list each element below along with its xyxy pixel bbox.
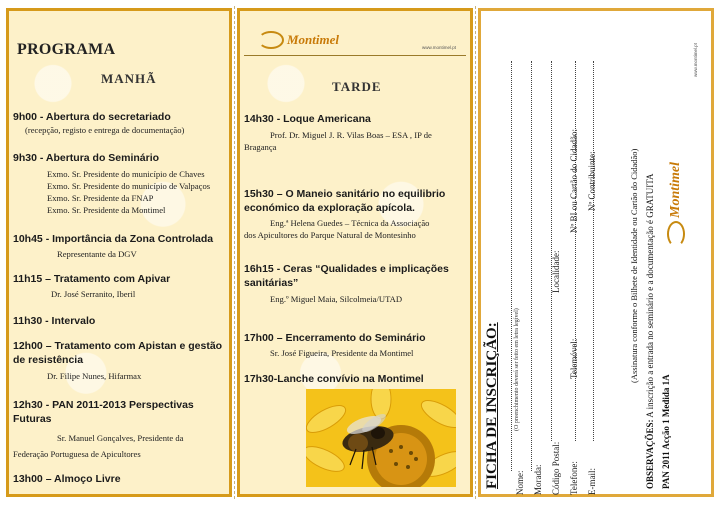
item-head: 15h30 – O Maneio sanitário no equilibrio	[244, 188, 446, 200]
website: www.montimel.pt	[422, 45, 457, 50]
morning-heading: MANHÃ	[101, 71, 157, 86]
swirl-icon	[258, 31, 284, 49]
item-sub: Exmo. Sr. Presidente do município de Chaves	[47, 169, 205, 179]
item-head: 11h15 – Tratamento com Apivar	[13, 273, 171, 285]
item-sub: Dr. Filipe Nunes, Hifarmax	[47, 371, 142, 381]
item-head: sanitárias”	[244, 277, 299, 289]
item-sub: Exmo. Sr. Presidente do município de Valpaços	[47, 181, 211, 191]
line-telefone	[575, 61, 576, 441]
item-sub: Dr. José Serranito, Iberil	[51, 289, 136, 299]
item-head: 10h45 - Importância da Zona Controlada	[13, 233, 214, 245]
field-nome[interactable]: Nome:	[515, 470, 525, 495]
item-head: 17h00 – Encerramento do Seminário	[244, 332, 426, 344]
montimel-logo-rotated: Montimel	[667, 162, 690, 247]
item-sub: Sr. José Figueira, Presidente da Montimel	[270, 348, 414, 358]
middle-panel	[237, 8, 473, 497]
item-sub: (recepção, registo e entrega de documentação)	[25, 125, 185, 135]
item-head: 16h15 - Ceras “Qualidades e implicações	[244, 263, 449, 275]
field-telemovel[interactable]: Telemóvel:	[569, 338, 579, 379]
observacoes-label: OBSERVAÇÕES:	[645, 419, 655, 489]
field-bi[interactable]: Nº BI ou Cartão do Cidadão:	[569, 128, 579, 233]
item-head: 17h30-Lanche convívio na Montimel	[244, 373, 424, 385]
item-head: Futuras	[13, 413, 52, 425]
field-email[interactable]: E-mail:	[587, 468, 597, 495]
item-sub: Exmo. Sr. Presidente da FNAP	[47, 193, 154, 203]
field-localidade[interactable]: Localidade:	[551, 250, 561, 293]
line-email	[593, 61, 594, 441]
item-head: 9h30 - Abertura do Seminário	[13, 152, 160, 164]
signature-note: (Assinatura conforme o Bilhete de Identidade ou Cartão do Cidadão)	[629, 148, 639, 383]
item-sub: Exmo. Sr. Presidente da Montimel	[47, 205, 166, 215]
field-contribuinte[interactable]: Nº Contribuinte:	[587, 151, 597, 211]
website: www.montimel.pt	[693, 42, 698, 77]
afternoon-heading: TARDE	[332, 79, 382, 94]
field-telefone[interactable]: Telefone:	[569, 461, 579, 495]
form-note: (O preenchimento deverá ser feito em letra legível)	[514, 308, 520, 431]
bee-sunflower-image	[306, 389, 456, 487]
form-title: FICHA DE INSCRIÇÃO:	[484, 322, 500, 489]
item-sub: Representante da DGV	[57, 249, 137, 259]
item-sub: Eng.ª Helena Guedes – Técnica da Associação	[270, 218, 430, 228]
fold-line	[234, 6, 235, 499]
item-sub: Federação Portuguesa de Apicultores	[13, 449, 141, 459]
observacoes	[645, 174, 655, 490]
divider	[244, 55, 466, 56]
form-title-col	[483, 19, 501, 489]
item-sub: dos Apicultores do Parque Natural de Montesinho	[244, 230, 416, 240]
program-title: PROGRAMA	[17, 41, 116, 58]
item-head: 12h30 - PAN 2011-2013 Perspectivas	[13, 399, 194, 411]
right-panel	[478, 8, 714, 497]
item-sub: Sr. Manuel Gonçalves, Presidente da	[57, 433, 184, 443]
item-head: 12h00 – Tratamento com Apistan e gestão	[13, 340, 223, 352]
line-nome	[511, 61, 512, 471]
left-panel	[6, 8, 232, 497]
fold-line	[475, 6, 476, 499]
line-morada	[531, 61, 532, 471]
item-head: 9h00 - Abertura do secretariado	[13, 111, 171, 123]
item-head: económico da exploração apícola.	[244, 202, 415, 214]
item-head: de resistência	[13, 354, 84, 366]
field-codigo-postal[interactable]: Código Postal:	[551, 441, 561, 495]
item-head: 14h30 - Loque Americana	[244, 113, 371, 125]
item-head: 13h00 – Almoço Livre	[13, 473, 121, 485]
field-morada[interactable]: Morada:	[533, 464, 543, 495]
pan-reference: PAN 2011 Acção 1 Medida 1A	[661, 374, 671, 489]
item-head: 11h30 - Intervalo	[13, 315, 96, 327]
item-sub: Eng.º Miguel Maia, Silcolmeia/UTAD	[270, 294, 403, 304]
swirl-icon	[667, 221, 685, 247]
observacoes-text: A inscrição a entrada no seminário e a documentação é GRATUITA	[645, 173, 655, 418]
item-sub: Bragança	[244, 142, 277, 152]
montimel-logo: Montimel	[258, 31, 339, 49]
item-sub: Prof. Dr. Miguel J. R. Vilas Boas – ESA , IP de	[270, 130, 432, 140]
